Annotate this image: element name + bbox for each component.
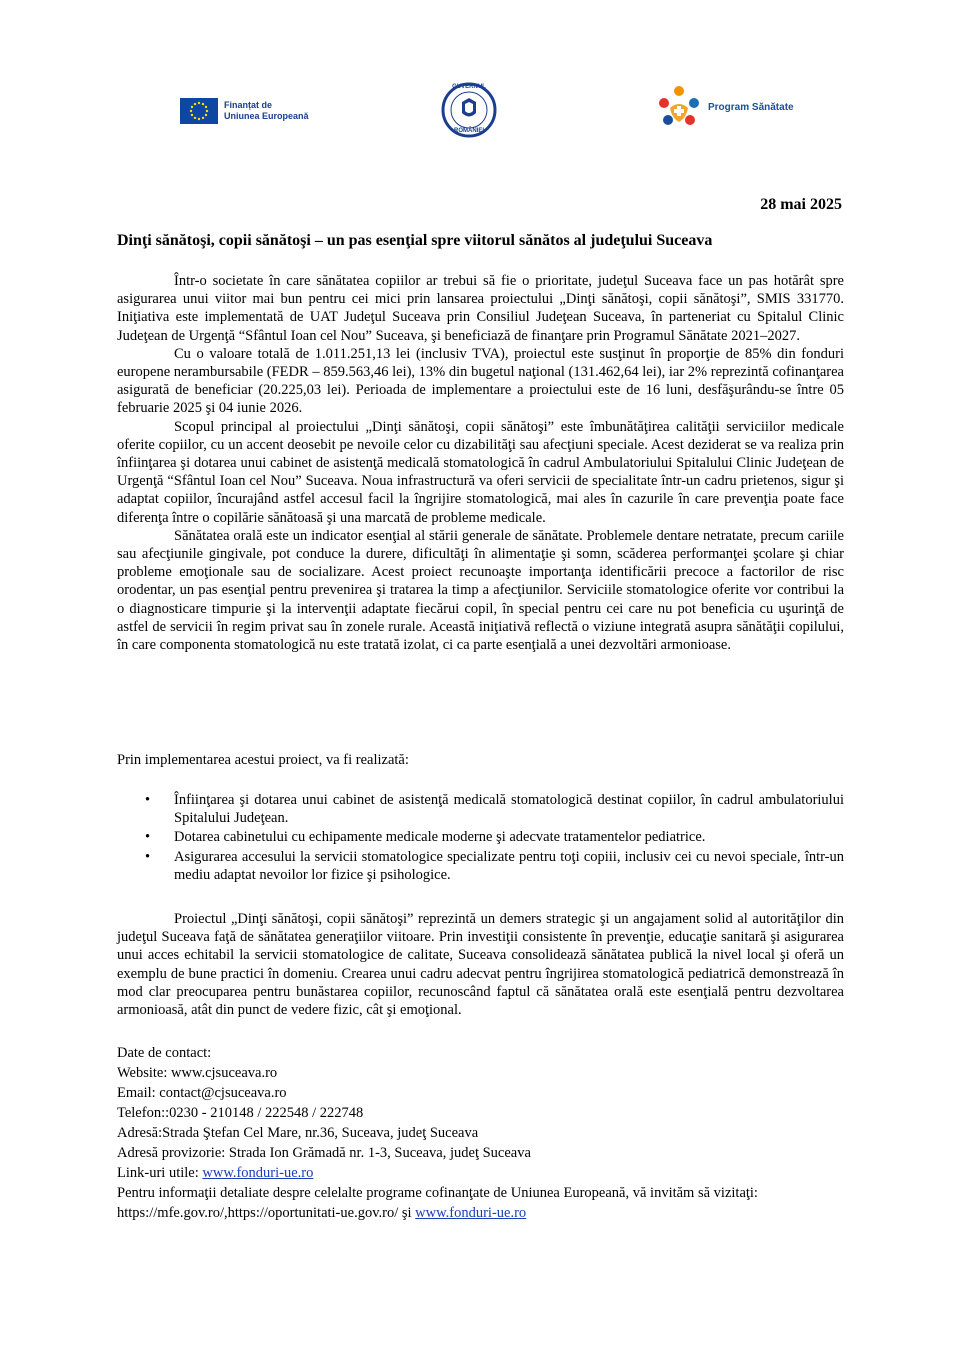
- program-sanatate-logo: [656, 84, 794, 130]
- eu-text-line2: Uniunea Europeană: [224, 111, 309, 121]
- contact-heading: Date de contact:: [117, 1045, 212, 1061]
- fonduri-ue-link[interactable]: www.fonduri-ue.ro: [202, 1165, 314, 1181]
- eu-text-line1: Finanțat de: [224, 100, 273, 110]
- list-intro: Prin implementarea acestui proiect, va fi realizată:: [117, 752, 409, 768]
- contact-address-temporary: Adresă provizorie: Strada Ion Grămadă nr. 1-3, Suceava, judeţ Suceava: [117, 1145, 531, 1161]
- fonduri-ue-link-2[interactable]: www.fonduri-ue.ro: [415, 1205, 527, 1221]
- urls-line: [117, 1203, 844, 1223]
- eu-logo: [180, 98, 309, 124]
- bullet-list: [117, 791, 844, 885]
- government-crest-text-top: GUVERNUL: [452, 84, 486, 90]
- bullet-icon: •: [145, 829, 151, 846]
- paragraph: Într-o societate în care sănătatea copiilor ar trebui să fie o prioritate, judeţul Suceava face un pas hotărât spre asigurarea unui viitor mai bun pentru cei mici prin lansarea proiectului „Dinţi sănătoşi, copii sănătoşi”, SMIS 331770. Iniţiativa este implementată de UAT Judeţul Suceava prin Consiliul Judeţean Suceava, în parteneriat cu Spitalul Clinic Judeţean de Urgenţă “Sfântul Ioan cel Nou” Suceava, şi beneficiază de finanţare prin Programul Sănătate 2021–2027.: [117, 273, 844, 344]
- program-sanatate-icon: [656, 84, 702, 130]
- list-item-text: Dotarea cabinetului cu echipamente medicale moderne şi adecvate tratamentelor pediatrice.: [174, 829, 706, 846]
- paragraph: Cu o valoare totală de 1.011.251,13 lei (inclusiv TVA), proiectul este susţinut în proporţie de 85% din fonduri europene nerambursabile (FEDR – 859.563,46 lei), 13% din bugetul naţional (131.462,64 lei), iar 2% reprezintă cofinanţarea asigurată de beneficiar (20.225,03 lei). Perioada de implementare a proiectului este de 16 luni, desfăşurându-se între 05 februarie 2025 şi 04 iunie 2026.: [117, 345, 844, 417]
- paragraph: Sănătatea orală este un indicator esenţial al stării generale de sănătate. Problemele dentare netratate, precum cariile sau afecţiunile gingivale, pot conduce la durere, dificultăţi în alimentaţie şi somn, scăderea performanţei şcolare şi chiar probleme emoţionale sau de socializare. Acest proiect recunoaşte importanţa identificării precoce a factorilor de risc orodentar, un pas esenţial pentru prevenirea şi tratarea la timp a afecţiunilor. Serviciile stomatologice oferite vor contribui la o diagnosticare timpurie şi la intervenţii adaptate fiecărui copil, în special pentru cei care nu pot beneficia cu uşurinţă de astfel de servicii în regim privat sau în zonele rurale. Această iniţiativă reflectă o viziune integrată asupra sănătăţii copilului, în care componenta stomatologică nu este tratată izolat, ci ca parte esenţială a unei dezvoltări armonioase.: [117, 527, 844, 654]
- paragraph: Scopul principal al proiectului „Dinţi sănătoşi, copii sănătoşi” este îmbunătăţirea calităţii serviciilor medicale oferite copiilor, cu un accent deosebit pe nevoile celor cu dizabilităţi sau afecţiuni speciale. Acest deziderat se va realiza prin înfiinţarea şi dotarea unui cabinet de asistenţă medicală stomatologică în cadrul Ambulatoriului Spitalului Clinic Judeţean de Urgenţă “Sfântul Ioan cel Nou” Suceava. Noua infrastructură va oferi servicii de specialitate într-un cadru prietenos, sigur şi adaptat copiilor, încurajând astfel accesul facil la îngrijire stomatologică, mai ales în cazurile în care prevenţia poate face diferenţa între o copilărie sănătoasă şi una marcată de probleme medicale.: [117, 418, 844, 526]
- closing-paragraph: Proiectul „Dinţi sănătoşi, copii sănătoşi” reprezintă un demers strategic şi un angajament solid al autorităţilor din judeţul Suceava faţă de sănătatea generaţiilor viitoare. Prin investiţii consistente în prevenţie, educaţie sanitară şi asigurarea unui acces echitabil la servicii stomatologice de calitate, Suceava consolidează sănătatea publică la nivel local şi oferă un exemplu de bune practici în domeniu. Crearea unui cadru adecvat pentru îngrijirea stomatologică pediatrică demonstrează în mod clar preocuparea pentru bunăstarea copiilor, recunoscând faptul că sănătatea orală este esenţială pentru dezvoltarea armonioasă, atât din punct de vedere fizic, cât şi emoţional.: [117, 911, 844, 1019]
- useful-links-label: Link-uri utile:: [117, 1165, 203, 1181]
- list-item-text: Înfiinţarea şi dotarea unui cabinet de asistenţă medicală stomatologică destinat copiilor, în cadrul ambulatoriului Spitalului Judeţean.: [174, 792, 844, 827]
- bullet-icon: •: [145, 792, 151, 808]
- body-text: [117, 272, 844, 654]
- logo-header: [0, 80, 960, 140]
- contact-phone: Telefon::0230 - 210148 / 222548 / 222748: [117, 1105, 364, 1121]
- government-crest-icon: [441, 82, 497, 138]
- useful-links-line: [117, 1163, 844, 1183]
- bullet-icon: •: [145, 848, 151, 865]
- list-item: [117, 828, 844, 846]
- program-sanatate-label: Program Sănătate: [708, 101, 794, 113]
- more-info-text: Pentru informaţii detaliate despre celelalte programe cofinanţate de Uniunea Europeană, vă invităm să vizitaţi:: [117, 1185, 758, 1201]
- document-date: 28 mai 2025: [760, 196, 842, 213]
- contact-address: Adresă:Strada Ştefan Cel Mare, nr.36, Suceava, judeţ Suceava: [117, 1125, 479, 1141]
- urls-text: https://mfe.gov.ro/,https://oportunitati-ue.gov.ro/ şi: [117, 1205, 416, 1221]
- document-title: Dinţi sănătoşi, copii sănătoşi – un pas esenţial spre viitorul sănătos al judeţului Suceava: [117, 232, 713, 249]
- government-crest-text-bottom: ROMÂNIEI: [454, 128, 484, 134]
- contact-website: Website: www.cjsuceava.ro: [117, 1065, 278, 1081]
- list-item: [117, 848, 844, 884]
- closing-section: [117, 910, 844, 1019]
- list-item: [117, 791, 844, 827]
- eu-flag-icon: [180, 98, 218, 124]
- list-item-text: Asigurarea accesului la servicii stomatologice specializate pentru toţi copiii, inclusiv cei cu nevoi speciale, într-un mediu adaptat nevoilor lor fizice şi psihologice.: [174, 848, 844, 883]
- contact-section: [117, 1043, 844, 1223]
- contact-email: Email: contact@cjsuceava.ro: [117, 1085, 287, 1101]
